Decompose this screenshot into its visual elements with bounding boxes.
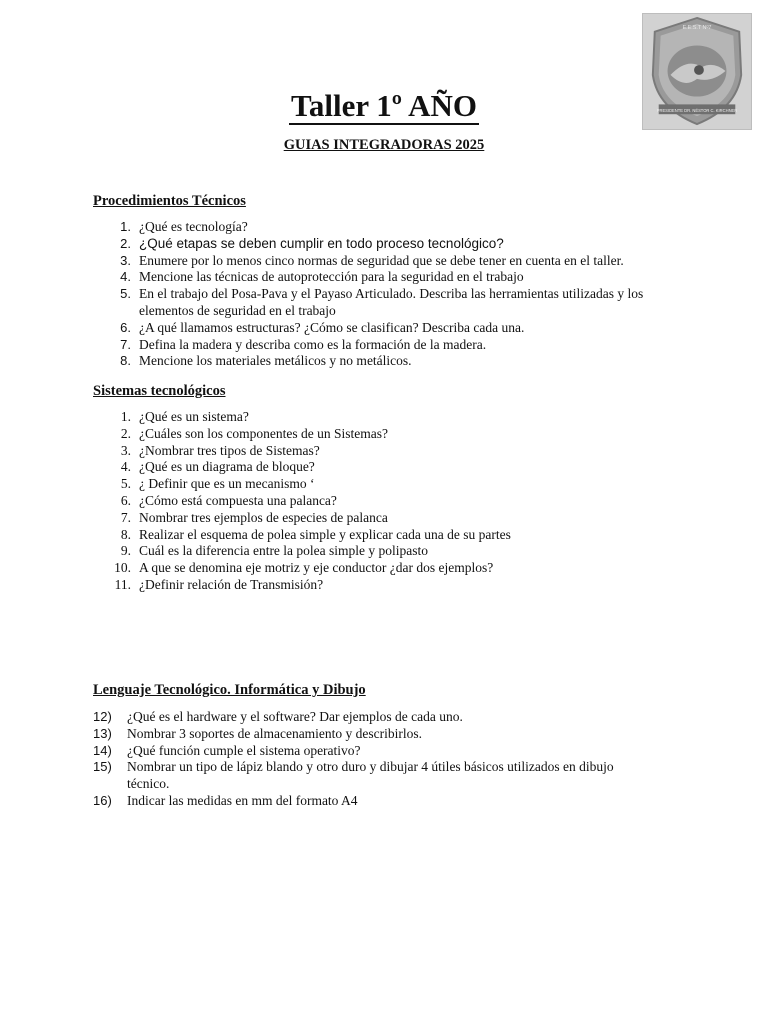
list-item: 1. ¿Qué es tecnología? — [120, 219, 248, 234]
question-list-lenguaje — [93, 709, 647, 810]
list-item: 15) Nombrar un tipo de lápiz blando y otro duro y dibujar 4 útiles básicos utilizados en dibujo técnico. — [93, 759, 614, 792]
list-item: 4. Mencione las técnicas de autoprotección para la seguridad en el trabajo — [120, 269, 524, 285]
page-title: Taller 1º AÑO — [291, 88, 477, 123]
list-item: 2. ¿Qué etapas se deben cumplir en todo proceso tecnológico? — [120, 235, 504, 251]
list-item: 2. ¿Cuáles son los componentes de un Sistemas? — [120, 425, 388, 441]
list-item: 8. Realizar el esquema de polea simple y explicar cada una de su partes — [120, 526, 511, 542]
list-item: 16) Indicar las medidas en mm del formato A4 — [93, 792, 358, 808]
svg-text:PRESIDENTE DR. NÉSTOR C. KIRCH: PRESIDENTE DR. NÉSTOR C. KIRCHNER — [656, 107, 738, 113]
section-heading-sistemas: Sistemas tecnológicos — [93, 383, 226, 399]
list-item: 12) ¿Qué es el hardware y el software? Dar ejemplos de cada uno. — [93, 709, 463, 724]
list-item: 7. Defina la madera y describa como es la formación de la madera. — [120, 336, 487, 352]
section-heading-procedimientos: Procedimientos Técnicos — [93, 193, 246, 209]
list-item: 14) ¿Qué función cumple el sistema operativo? — [93, 742, 361, 758]
list-item: 1. ¿Qué es un sistema? — [120, 409, 249, 424]
list-item: 6. ¿A qué llamamos estructuras? ¿Cómo se clasifican? Describa cada una. — [120, 319, 525, 335]
page-subtitle: GUIAS INTEGRADORAS 2025 — [283, 137, 485, 153]
list-item: 7. Nombrar tres ejemplos de especies de palanca — [120, 509, 388, 525]
question-list-sistemas — [114, 409, 669, 594]
list-item: 6. ¿Cómo está compuesta una palanca? — [120, 492, 337, 508]
svg-text:E.E.S.T Nº7: E.E.S.T Nº7 — [682, 24, 712, 31]
list-item: 3. ¿Nombrar tres tipos de Sistemas? — [120, 442, 320, 458]
list-item: 5. En el trabajo del Posa-Pava y el Payaso Articulado. Describa las herramientas utilizadas y los elementos de seguridad en el trabajo — [120, 286, 644, 318]
list-item: 5. ¿ Definir que es un mecanismo ‘ — [120, 476, 315, 492]
section-heading-lenguaje: Lenguaje Tecnológico. Informática y Dibujo — [93, 682, 366, 698]
list-item: 11. ¿Definir relación de Transmisión? — [114, 576, 324, 592]
list-item: 3. Enumere por lo menos cinco normas de seguridad que se debe tener en cuenta en el taller. — [120, 252, 624, 268]
list-item: 9. Cuál es la diferencia entre la polea simple y polipasto — [120, 543, 429, 559]
list-item: 13) Nombrar 3 soportes de almacenamiento y describirlos. — [93, 725, 423, 741]
list-item: 8. Mencione los materiales metálicos y no metálicos. — [120, 353, 412, 369]
list-item: 4. ¿Qué es un diagrama de bloque? — [120, 459, 315, 475]
list-item: 10. A que se denomina eje motriz y eje conductor ¿dar dos ejemplos? — [114, 560, 494, 576]
question-list-procedimientos — [120, 219, 669, 370]
